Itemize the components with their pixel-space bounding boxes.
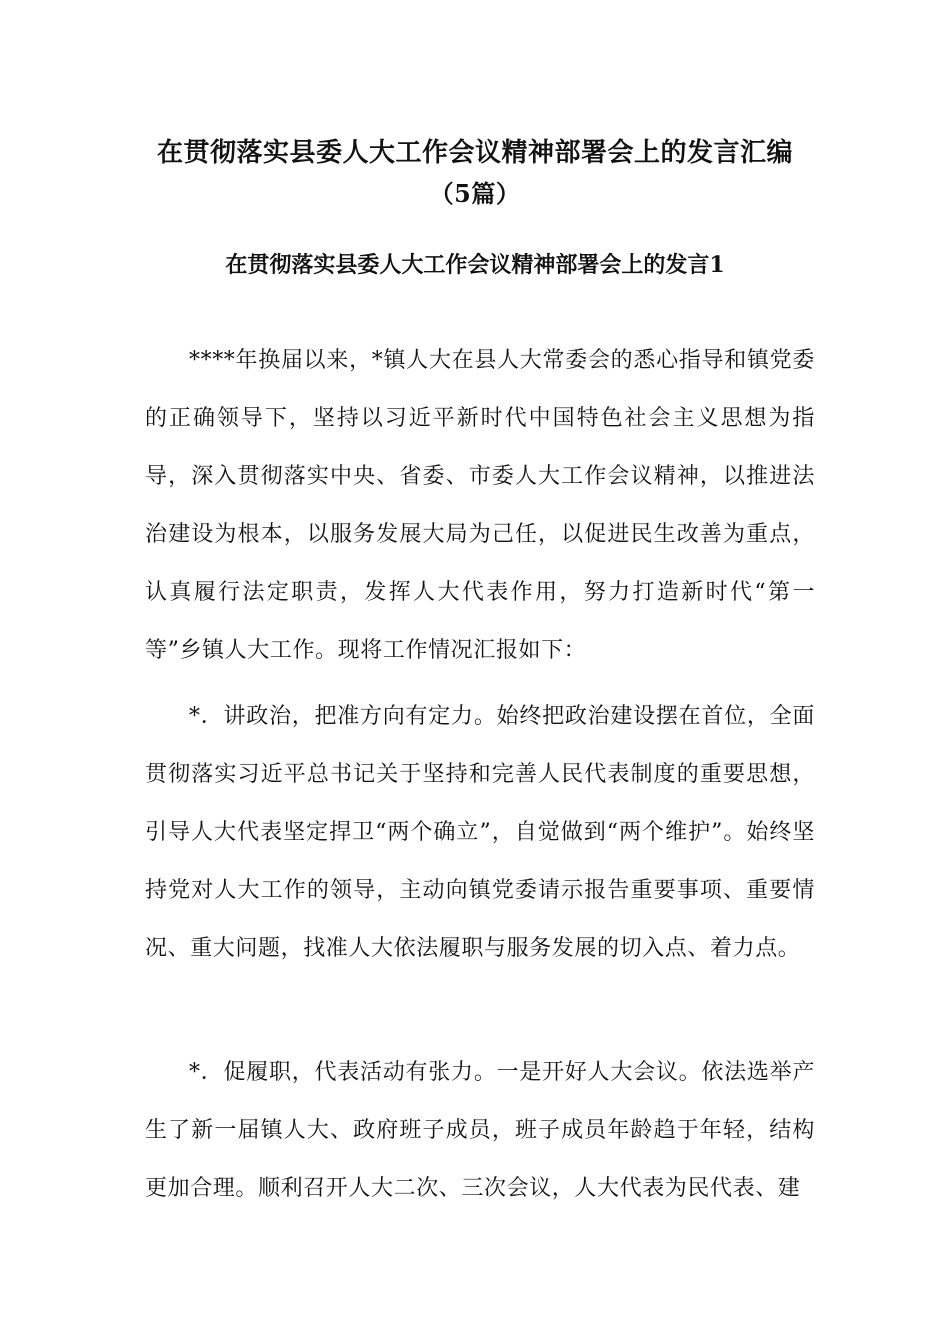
document-title-count: （5篇）	[429, 179, 521, 208]
body-paragraph-3: *．促履职，代表活动有张力。一是开好人大会议。依法选举产生了新一届镇人大、政府班子成员，班子成员年龄趋于年轻，结构更加合理。顺利召开人大二次、三次会议，人大代表为民代表、建	[145, 1060, 815, 1201]
section-title: 在贯彻落实县委人大工作会议精神部署会上的发言1	[225, 252, 725, 278]
body-paragraph-2: *．讲政治，把准方向有定力。始终把政治建设摆在首位，全面贯彻落实习近平总书记关于坚持和完善人民代表制度的重要思想，引导人大代表坚定捍卫“两个确立”，自觉做到“两个维护”。始终坚持党对人大工作的领导，主动向镇党委请示报告重要事项、重要情况、重大问题，找准人大依法履职与服务发展的切入点、着力点。	[145, 704, 815, 961]
body-paragraph-1: ****年换届以来，*镇人大在县人大常委会的悉心指导和镇党委的正确领导下，坚持以习近平新时代中国特色社会主义思想为指导，深入贯彻落实中央、省委、市委人大工作会议精神，以推进法治建设为根本，以服务发展大局为己任，以促进民生改善为重点，认真履行法定职责，发挥人大代表作用，努力打造新时代“第一等”乡镇人大工作。现将工作情况汇报如下：	[145, 348, 815, 663]
document-title: 在贯彻落实县委人大工作会议精神部署会上的发言汇编	[156, 138, 793, 168]
